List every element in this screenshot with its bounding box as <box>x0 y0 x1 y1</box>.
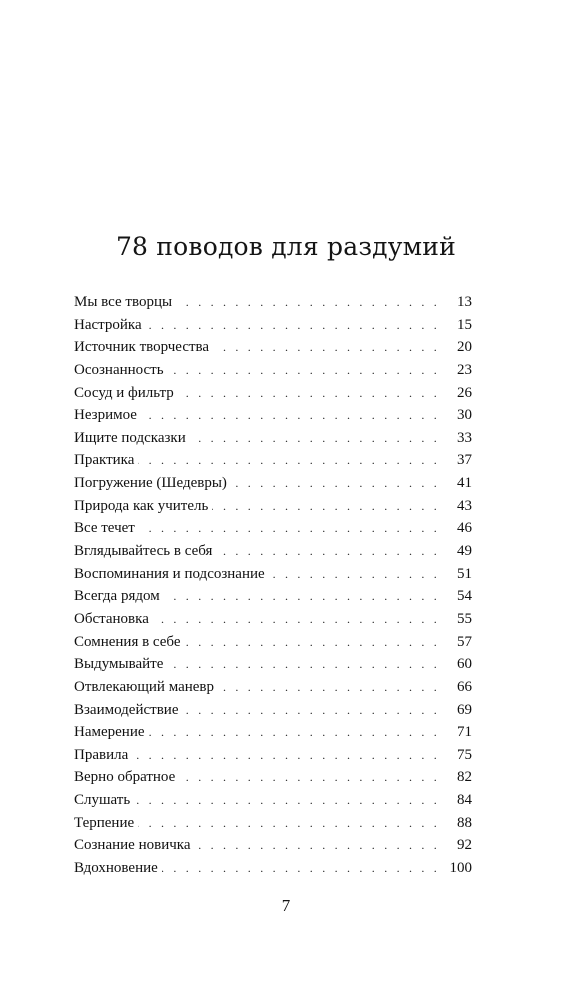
toc-entry <box>74 517 472 540</box>
toc-entry-page: 20 <box>457 339 472 356</box>
toc-entry <box>74 744 472 767</box>
dot-leader <box>190 427 440 450</box>
dot-leader <box>149 721 440 744</box>
toc-entry-label: Погружение (Шедевры) <box>74 475 227 492</box>
dot-leader <box>141 404 440 427</box>
toc-entry-label: Настройка <box>74 316 142 333</box>
dot-leader <box>153 608 440 631</box>
toc-entry-label: Сосуд и фильтр <box>74 384 174 401</box>
toc-entry-page: 26 <box>457 384 472 401</box>
toc-entry-label: Намерение <box>74 724 145 741</box>
toc-entry-page: 100 <box>449 860 472 877</box>
toc-entry-label: Ищите подсказки <box>74 429 186 446</box>
toc-entry-page: 15 <box>457 316 472 333</box>
toc-entry <box>74 472 472 495</box>
toc-entry-page: 88 <box>457 814 472 831</box>
dot-leader <box>146 314 440 337</box>
page-number: 7 <box>281 896 291 915</box>
toc-entry <box>74 427 472 450</box>
dot-leader <box>178 382 440 405</box>
toc-entry <box>74 314 472 337</box>
toc-entry <box>74 449 472 472</box>
toc-entry-label: Сознание новичка <box>74 837 191 854</box>
toc-entry <box>74 789 472 812</box>
toc-entry <box>74 631 472 654</box>
toc-entry <box>74 382 472 405</box>
toc-entry <box>74 834 472 857</box>
toc-entry <box>74 359 472 382</box>
toc-entry-page: 51 <box>457 565 472 582</box>
toc-entry-label: Практика <box>74 452 135 469</box>
toc-entry-label: Терпение <box>74 814 135 831</box>
toc-entry <box>74 291 472 314</box>
dot-leader <box>167 653 440 676</box>
toc-entry <box>74 721 472 744</box>
toc-entry-label: Слушать <box>74 792 131 809</box>
dot-leader <box>168 359 440 382</box>
toc-entry-page: 71 <box>457 724 472 741</box>
dot-leader <box>139 517 440 540</box>
toc-entry <box>74 336 472 359</box>
toc-entry-label: Выдумывайте <box>74 656 164 673</box>
dot-leader <box>134 789 440 812</box>
dot-leader <box>216 540 440 563</box>
toc-entry-page: 43 <box>457 497 472 514</box>
toc-entry-label: Мы все творцы <box>74 294 173 310</box>
toc-entry-page: 54 <box>457 588 472 605</box>
toc-entry-page: 13 <box>457 294 472 310</box>
dot-leader <box>176 291 440 314</box>
toc-entry-label: Правила <box>74 746 129 763</box>
toc-entry-page: 60 <box>457 656 472 673</box>
toc-entry <box>74 585 472 608</box>
toc-entry-label: Верно обратное <box>74 769 176 786</box>
toc-entry-page: 37 <box>457 452 472 469</box>
toc-entry <box>74 608 472 631</box>
dot-leader <box>164 585 440 608</box>
toc-entry-label: Все течет <box>74 520 135 537</box>
toc-entry <box>74 653 472 676</box>
toc-entry-page: 55 <box>457 610 472 627</box>
toc-entry-page: 92 <box>457 837 472 854</box>
toc-entry-label: Источник творчества <box>74 339 210 356</box>
toc-entry-page: 57 <box>457 633 472 650</box>
toc-entry-label: Воспоминания и подсознание <box>74 565 265 582</box>
toc-entry-label: Незримое <box>74 407 137 424</box>
toc-entry-label: Вдохновение <box>74 860 158 877</box>
dot-leader <box>218 676 440 699</box>
page-title: 78 поводов для раздумий <box>115 232 457 261</box>
toc-entry-page: 23 <box>457 361 472 378</box>
toc-entry-page: 41 <box>457 475 472 492</box>
toc-entry-page: 49 <box>457 543 472 560</box>
toc-entry-page: 69 <box>457 701 472 718</box>
toc-entry-label: Сомнения в себе <box>74 633 181 650</box>
toc-entry-page: 82 <box>457 769 472 786</box>
dot-leader <box>182 699 440 722</box>
dot-leader <box>179 766 440 789</box>
toc-entry <box>74 404 472 427</box>
dot-leader <box>132 744 440 767</box>
toc-entry-page: 66 <box>457 678 472 695</box>
toc-entry-label: Осознанность <box>74 361 164 378</box>
toc-entry-page: 46 <box>457 520 472 537</box>
toc-entry <box>74 812 472 835</box>
toc-entry <box>74 563 472 586</box>
toc-entry <box>74 540 472 563</box>
dot-leader <box>162 857 440 880</box>
toc-entry-label: Отвлекающий маневр <box>74 678 215 695</box>
dot-leader <box>231 472 440 495</box>
dot-leader <box>269 563 440 586</box>
toc-entry-label: Обстановка <box>74 610 149 627</box>
toc-entry-label: Вглядывайтесь в себя <box>74 543 213 560</box>
toc-entry-label: Всегда рядом <box>74 588 160 605</box>
toc-entry-label: Взаимодействие <box>74 701 179 718</box>
toc-entry-page: 75 <box>457 746 472 763</box>
toc-entry <box>74 699 472 722</box>
toc-entry <box>74 766 472 789</box>
toc-entry <box>74 857 472 880</box>
dot-leader <box>138 812 440 835</box>
dot-leader <box>213 336 440 359</box>
dot-leader <box>185 631 440 654</box>
toc-entry <box>74 495 472 518</box>
dot-leader <box>212 495 440 518</box>
dot-leader <box>138 449 440 472</box>
toc-entry-page: 84 <box>457 792 472 809</box>
table-of-contents <box>74 291 472 880</box>
toc-entry-page: 33 <box>457 429 472 446</box>
toc-entry <box>74 676 472 699</box>
dot-leader <box>194 834 440 857</box>
toc-entry-label: Природа как учитель <box>74 497 209 514</box>
toc-entry-page: 30 <box>457 407 472 424</box>
